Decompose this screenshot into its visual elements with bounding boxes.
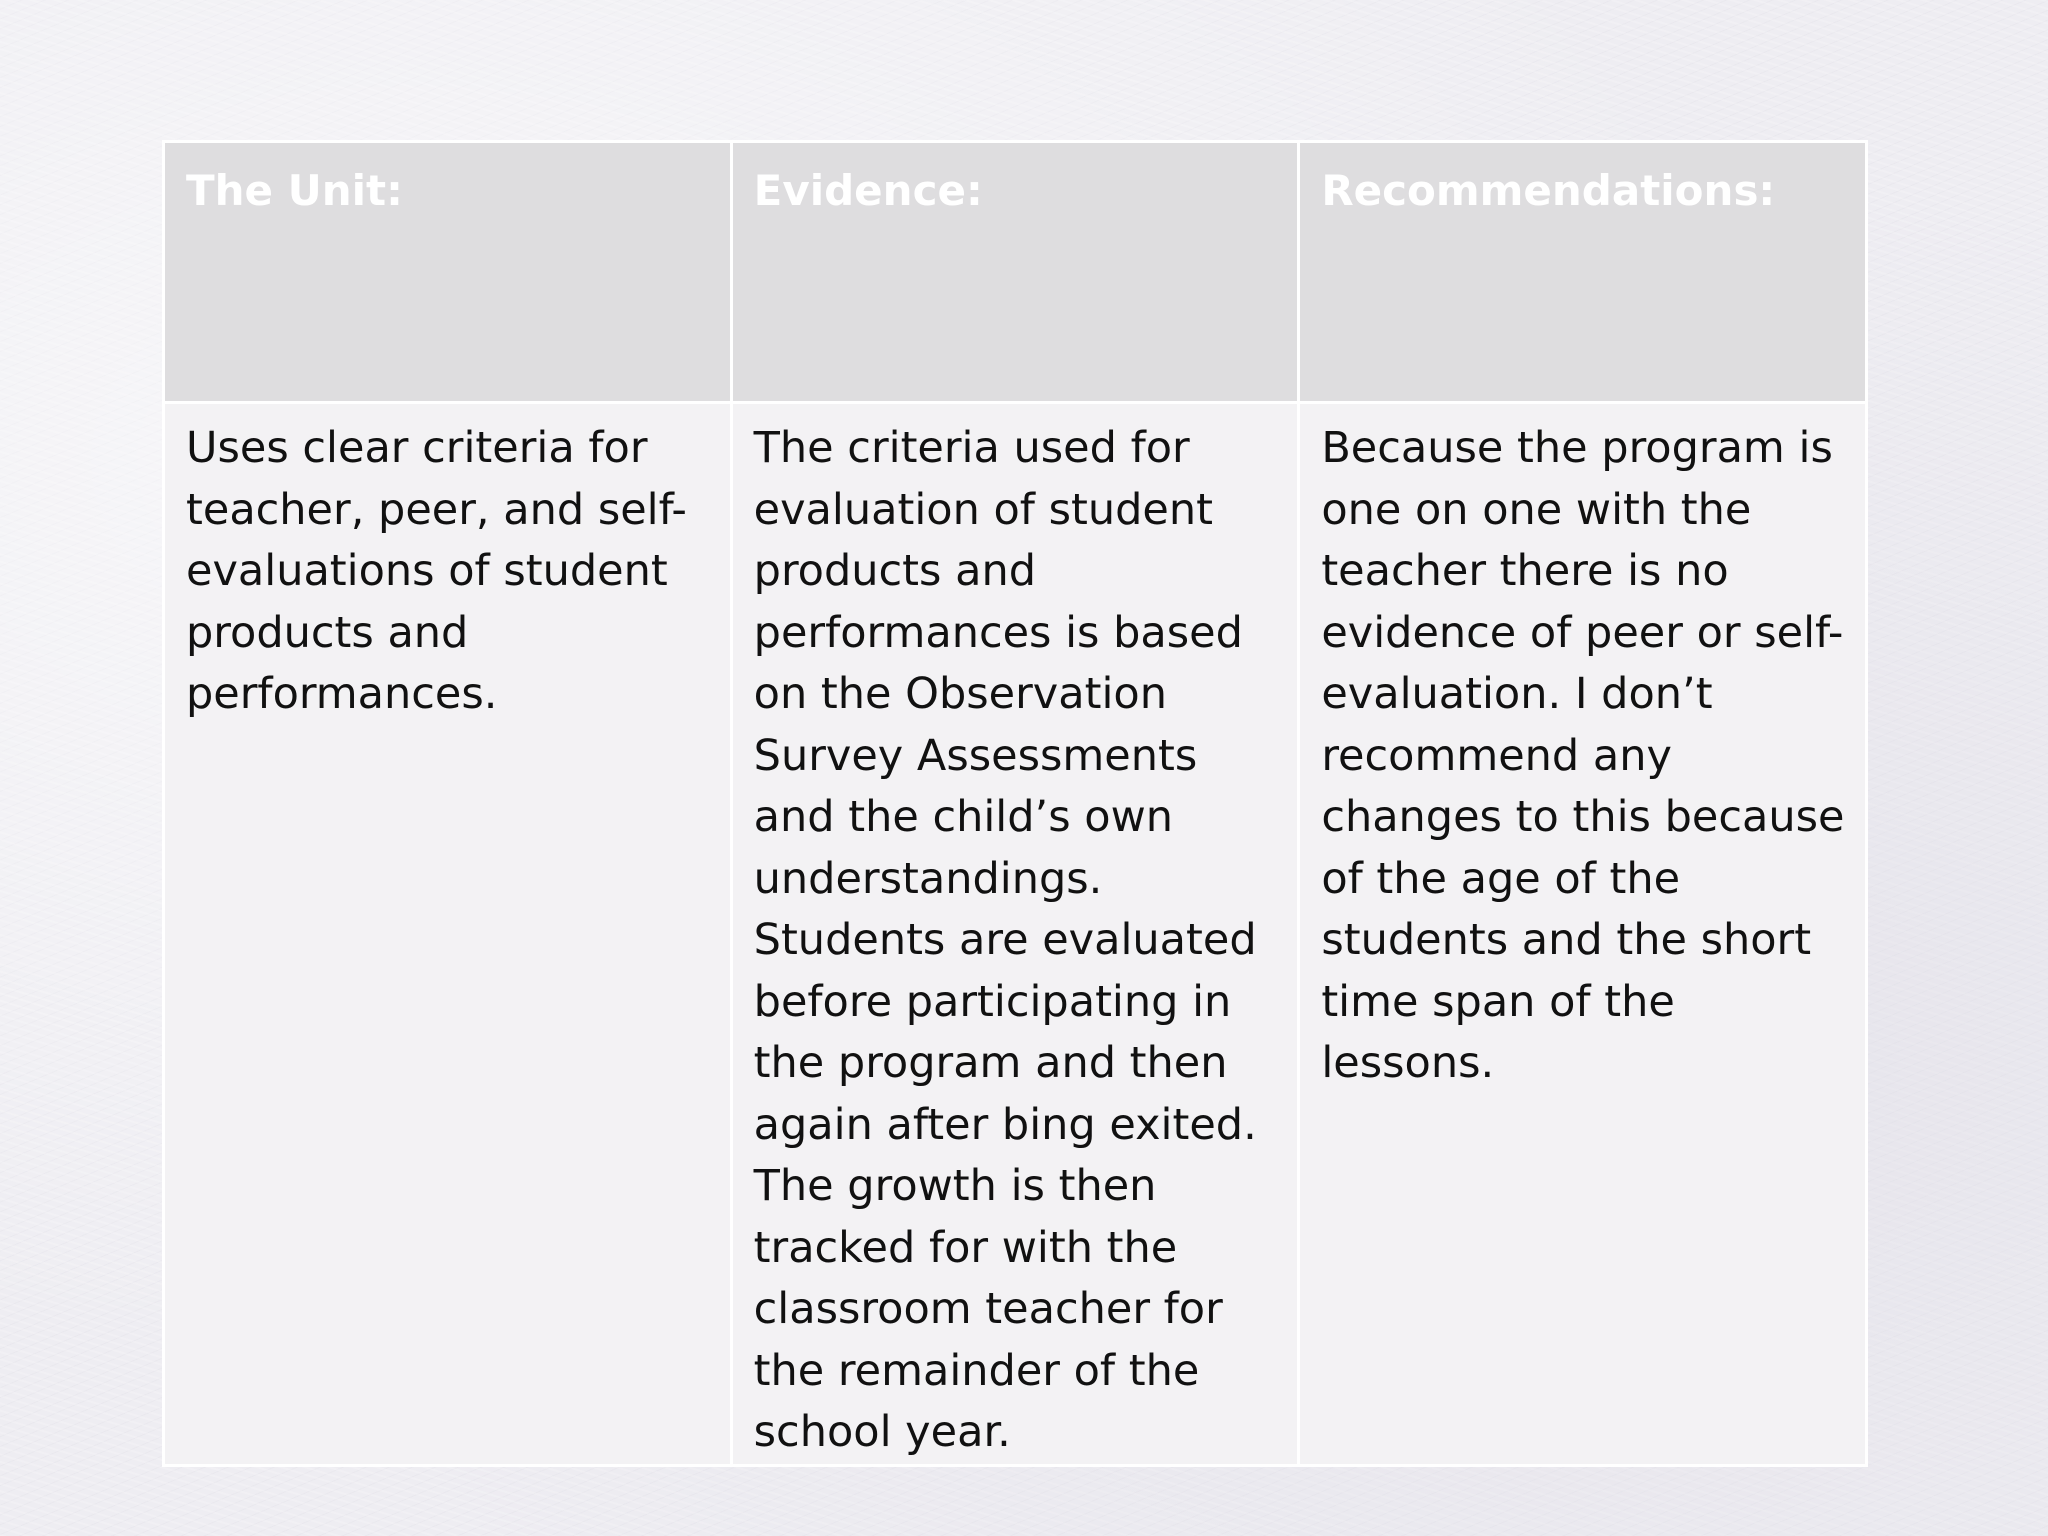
evaluation-table [162, 140, 1868, 1467]
cell-evidence-text: The criteria used for evaluation of student products and performances is based on the Observation Survey Assessments and the child’s own understandings. Students are evaluated before participating in the program and then again after bing exited. The growth is then tracked for with the classroom teacher for the remainder of the school year. [731, 403, 1299, 1466]
cell-unit-criteria: Uses clear criteria for teacher, peer, and self-evaluations of student products and performances. [164, 403, 732, 1466]
cell-recommendations-text: Because the program is one on one with the teacher there is no evidence of peer or self-evaluation. I don’t recommend any changes to this because of the age of the students and the short time span of the lessons. [1299, 403, 1867, 1466]
table-row [164, 403, 1867, 1466]
header-evidence: Evidence: [731, 142, 1299, 403]
table-header-row [164, 142, 1867, 403]
header-the-unit: The Unit: [164, 142, 732, 403]
header-recommendations: Recommendations: [1299, 142, 1867, 403]
